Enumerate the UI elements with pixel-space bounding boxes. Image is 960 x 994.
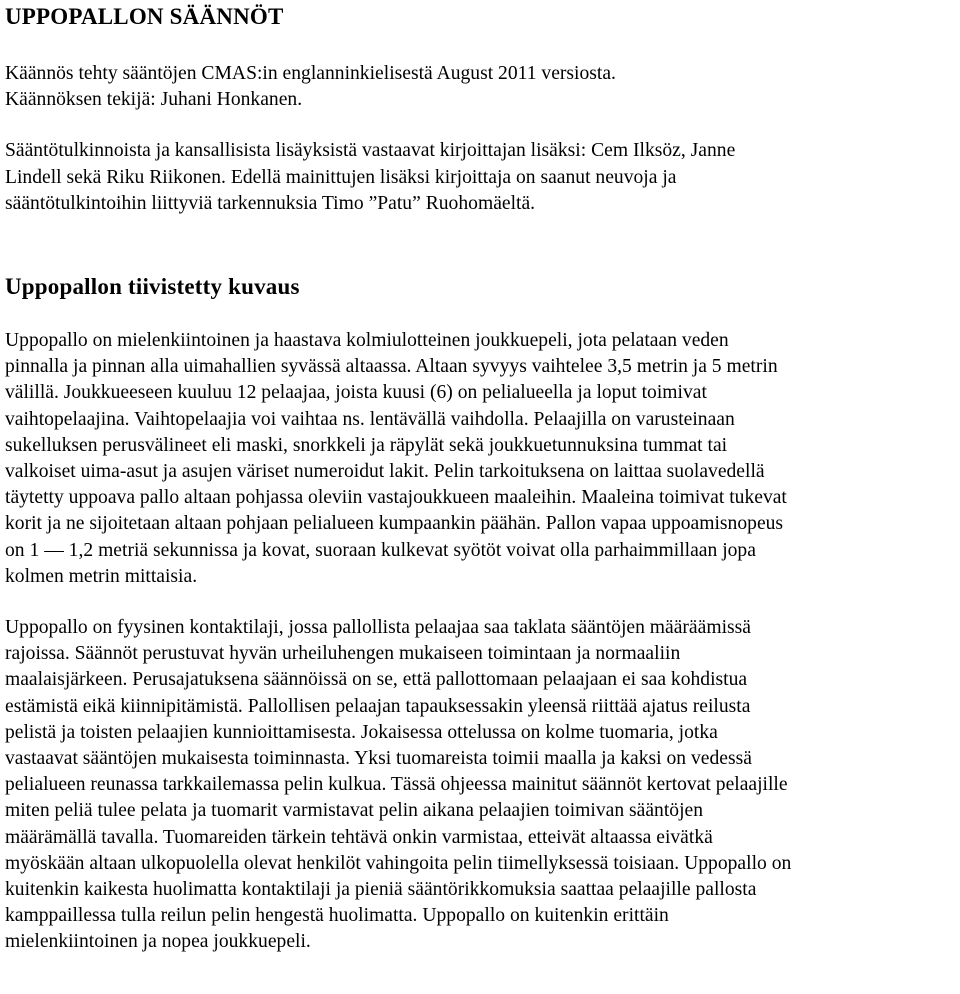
- description-paragraph-1: [5, 328, 960, 590]
- section-heading: Uppopallon tiivistetty kuvaus: [5, 274, 300, 300]
- paragraph-line: määrämällä tavalla. Tuomareiden tärkein tehtävä onkin varmistaa, etteivät altaassa eivätkä: [5, 826, 713, 848]
- paragraph-line: pelialueen reunassa tarkkailemassa pelin kulkua. Tässä ohjeessa mainitut säännöt kertovat pelaajille: [5, 774, 788, 796]
- credits-paragraph: [5, 138, 960, 217]
- paragraph-line: pelistä ja toisten pelaajien kunnioittamisesta. Jokaisessa ottelussa on kolme tuomaria, jotka: [5, 721, 718, 743]
- paragraph-line: valkoiset uima-asut ja asujen väriset numeroidut lakit. Pelin tarkoituksena on laittaa suolavedellä: [5, 461, 765, 483]
- document-title: UPPOPALLON SÄÄNNÖT: [5, 4, 284, 29]
- paragraph-line: kolmen metrin mittaisia.: [5, 565, 198, 587]
- paragraph-line: pinnalla ja pinnan alla uimahallien syvässä altaassa. Altaan syvyys vaihtelee 3,5 metrin ja 5 metrin: [5, 356, 778, 378]
- paragraph-line: kuitenkin kaikesta huolimatta kontaktilaji ja pieniä sääntörikkomuksia saattaa pelaajille pallosta: [5, 879, 757, 901]
- paragraph-line: miten peliä tulee pelata ja tuomarit varmistavat pelin aikana pelaajien toimivan sääntöjen: [5, 800, 704, 822]
- paragraph-line: välillä. Joukkueeseen kuuluu 12 pelaajaa, joista kuusi (6) on pelialueella ja loput toimivat: [5, 382, 707, 404]
- paragraph-line: maalaisjärkeen. Perusajatuksena säännöissä on se, että pallottomaan pelaajaan ei saa kohdistua: [5, 669, 748, 691]
- paragraph-line: korit ja ne sijoitetaan altaan pohjaan pelialueen kumpaankin päähän. Pallon vapaa uppoamisnopeus: [5, 513, 784, 535]
- paragraph-line: mielenkiintoinen ja nopea joukkuepeli.: [5, 931, 311, 953]
- paragraph-line: Uppopallo on fyysinen kontaktilaji, jossa pallollista pelaajaa saa taklata sääntöjen määräämissä: [5, 617, 751, 639]
- paragraph-line: täytetty uppoava pallo altaan pohjassa oleviin vastajoukkueen maaleihin. Maaleina toimivat tukevat: [5, 487, 787, 509]
- paragraph-line: kamppaillessa tulla reilun pelin hengestä huolimatta. Uppopallo on kuitenkin erittäin: [5, 905, 669, 927]
- intro-line: Käännöksen tekijä: Juhani Honkanen.: [5, 89, 303, 111]
- paragraph-line: sukelluksen perusvälineet eli maski, snorkkeli ja räpylät sekä joukkuetunnuksina tummat tai: [5, 434, 728, 456]
- paragraph-line: rajoissa. Säännöt perustuvat hyvän urheiluhengen mukaiseen toimintaan ja normaaliin: [5, 643, 681, 665]
- credits-line: Sääntötulkinnoista ja kansallisista lisäyksistä vastaavat kirjoittajan lisäksi: Cem Ilksöz, Janne: [5, 140, 736, 162]
- paragraph-line: Uppopallo on mielenkiintoinen ja haastava kolmiulotteinen joukkuepeli, jota pelataan veden: [5, 330, 729, 352]
- credits-line: sääntötulkintoihin liittyviä tarkennuksia Timo ”Patu” Ruohomäeltä.: [5, 192, 536, 214]
- paragraph-line: vastaavat sääntöjen mukaisesta toiminnasta. Yksi tuomareista toimii maalla ja kaksi on vedessä: [5, 748, 752, 770]
- paragraph-line: estämistä eikä kiinnipitämistä. Pallollisen pelaajan tapauksessakin yleensä riittää ajatus reilusta: [5, 695, 751, 717]
- intro-line: Käännös tehty sääntöjen CMAS:in englanninkielisestä August 2011 versiosta.: [5, 63, 616, 84]
- credits-line: Lindell sekä Riku Riikonen. Edellä mainittujen lisäksi kirjoittaja on saanut neuvoja ja: [5, 166, 677, 188]
- paragraph-line: vaihtopelaajina. Vaihtopelaajia voi vaihtaa ns. lentävällä vaihdolla. Pelaajilla on varusteinaan: [5, 408, 735, 430]
- paragraph-line: on 1 — 1,2 metriä sekunnissa ja kovat, suoraan kulkevat syötöt voivat olla parhaimmillaan jopa: [5, 539, 756, 561]
- paragraph-line: myöskään altaan ulkopuolella olevat henkilöt vahingoita pelin tiimellyksessä toisiaan. Uppopallo on: [5, 852, 792, 874]
- intro-paragraph: [5, 61, 960, 113]
- description-paragraph-2: [5, 615, 960, 956]
